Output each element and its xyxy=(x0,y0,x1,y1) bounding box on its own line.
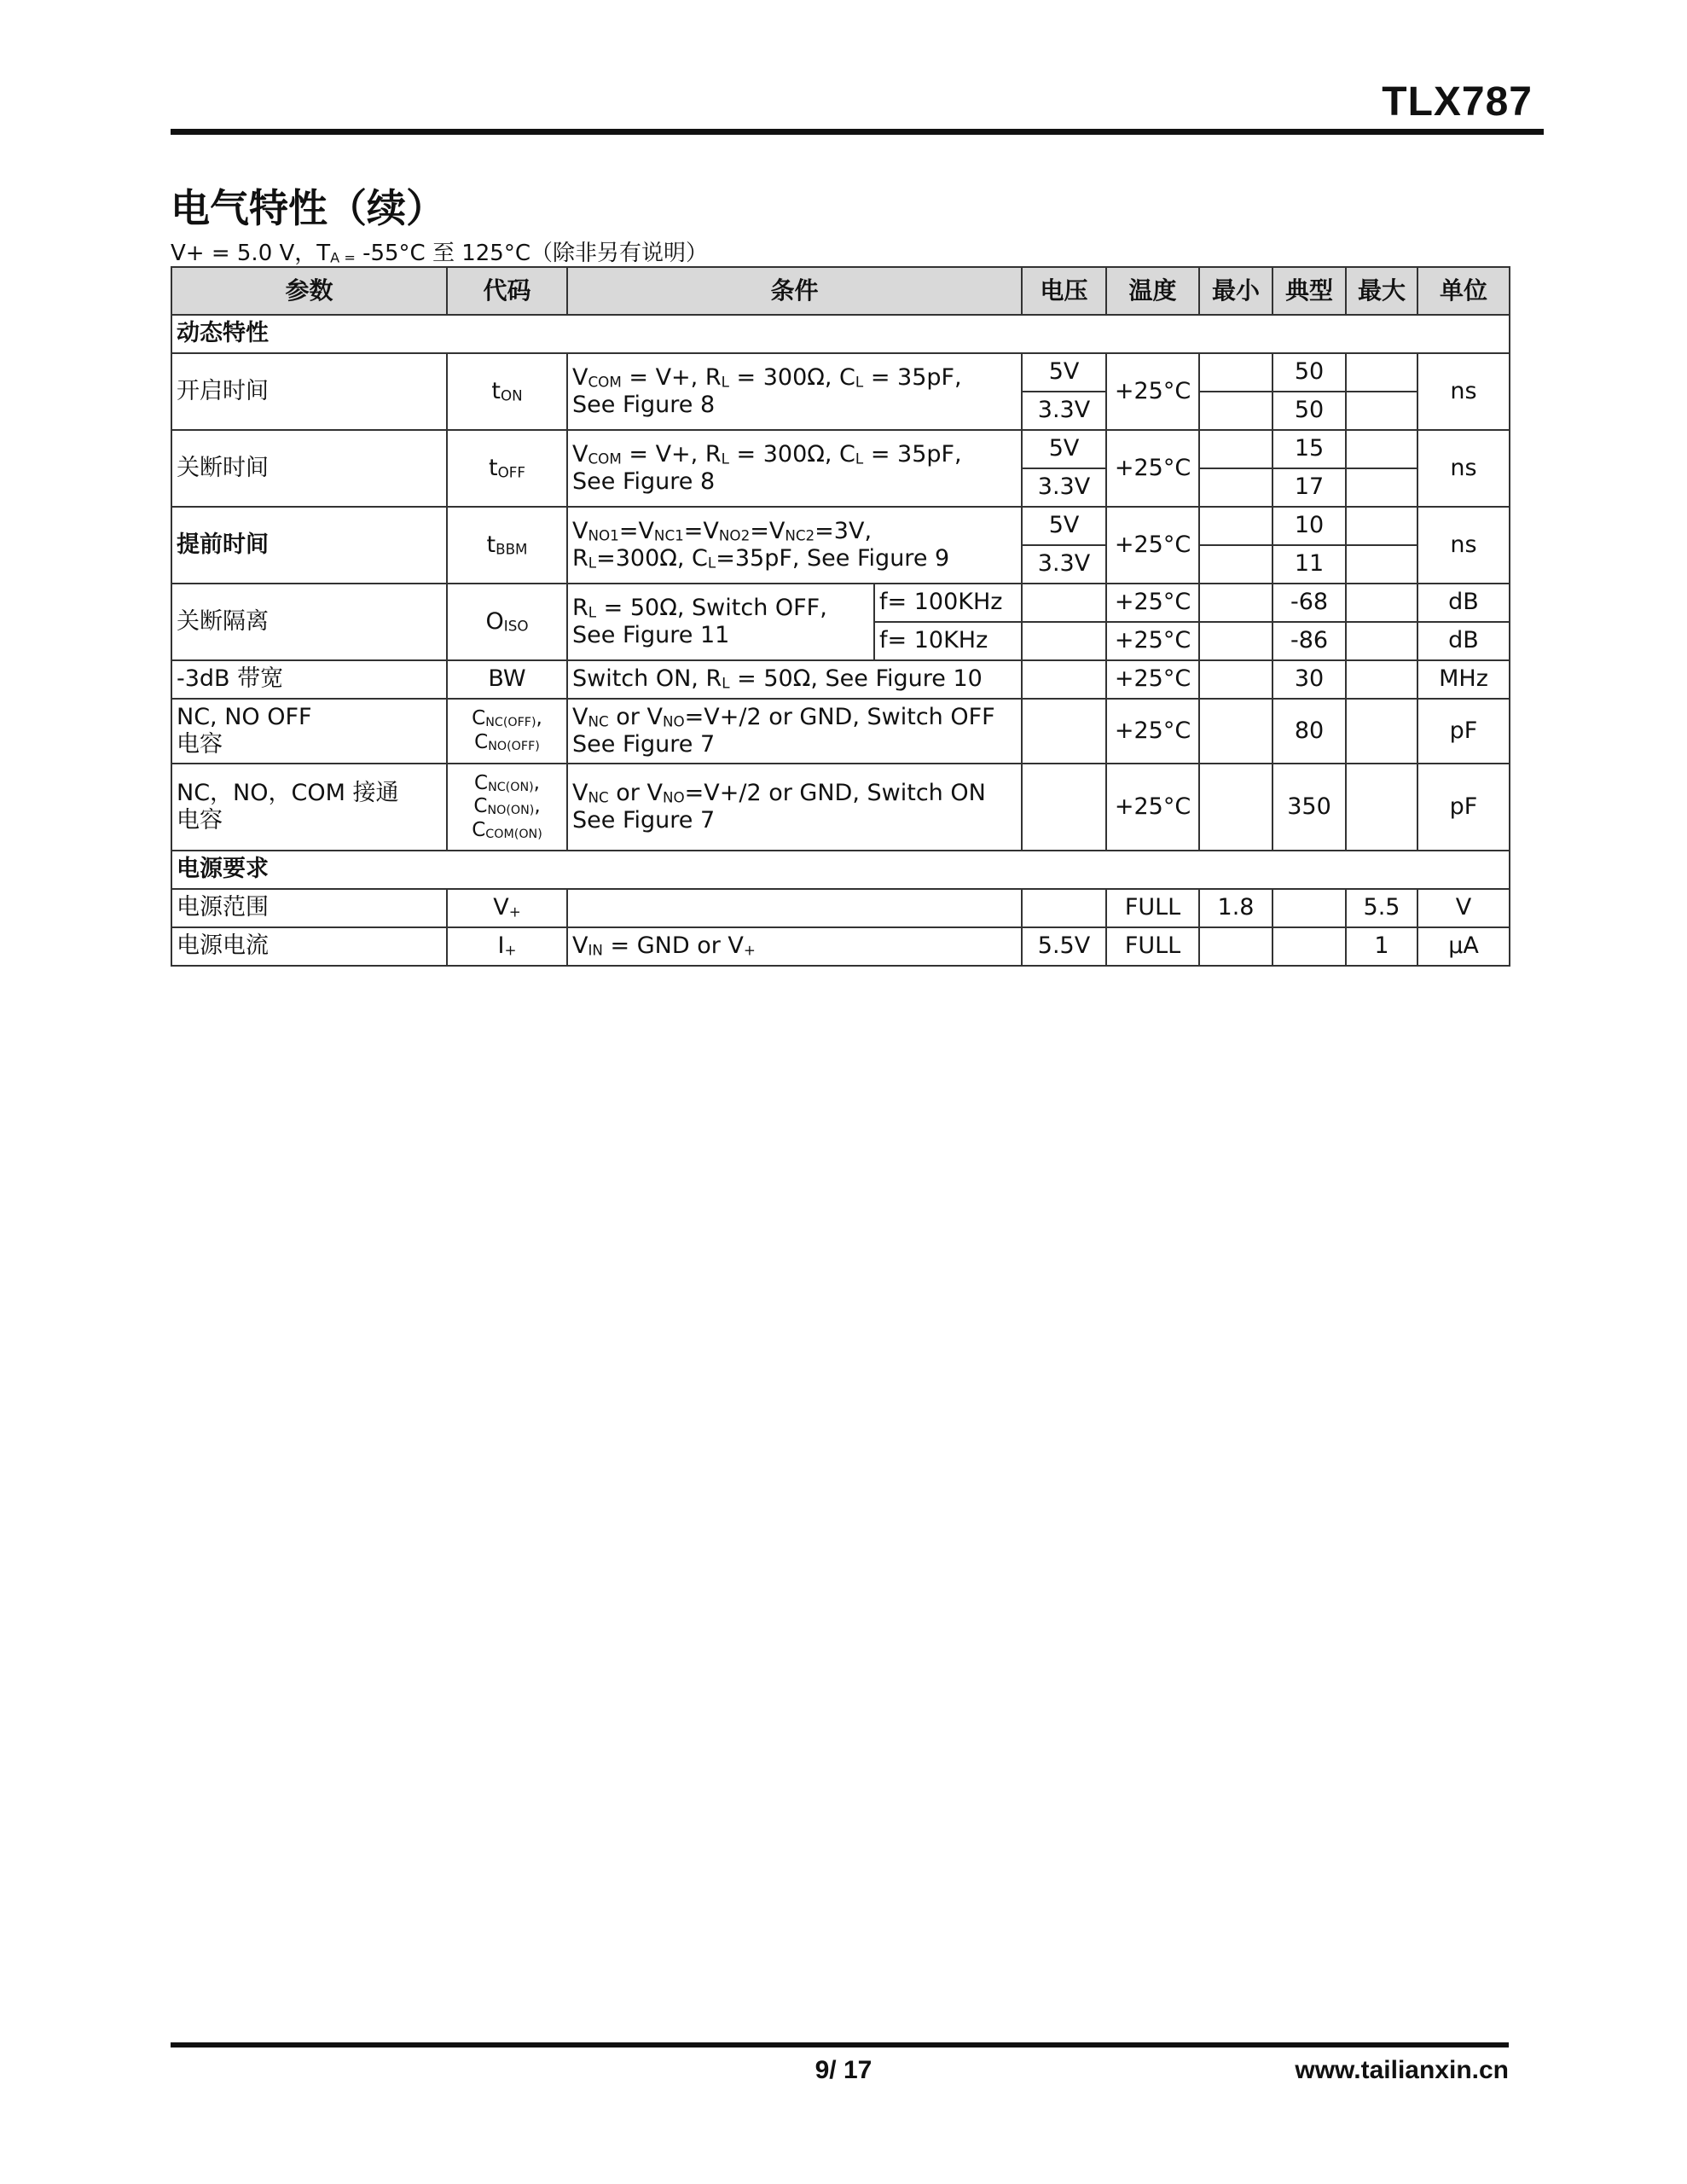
condition-line: $V_{COM} = V+$, $R_L = 300\Omega$, $C_L = 35pF$, xyxy=(572,363,962,391)
max xyxy=(1346,507,1417,545)
max xyxy=(1346,392,1417,430)
voltage xyxy=(1022,622,1106,660)
cond-prefix: V+ = 5.0 V，T xyxy=(171,241,331,266)
symbol-tbbm xyxy=(447,507,567,584)
condition-icurrent: $V_{IN}$ = GND or $V_+$ xyxy=(567,927,1022,966)
param-line: 电容 xyxy=(177,731,223,758)
max xyxy=(1346,430,1417,468)
typ: 11 xyxy=(1272,545,1346,584)
voltage: 5V xyxy=(1022,430,1106,468)
symbol-sub: OFF xyxy=(497,463,526,481)
condition-toff xyxy=(567,430,1022,507)
table-row xyxy=(171,699,1510,764)
document-title: TLX787 xyxy=(1382,79,1533,125)
typ: 50 xyxy=(1272,392,1346,430)
symbol-base: O xyxy=(485,607,504,635)
min xyxy=(1199,507,1272,545)
voltage: 5.5V xyxy=(1022,927,1106,966)
table-row xyxy=(171,430,1510,468)
min xyxy=(1199,622,1272,660)
temperature: FULL xyxy=(1106,927,1199,966)
unit: ns xyxy=(1417,353,1510,430)
condition-line: See Figure 7 xyxy=(572,731,716,758)
col-header-min: 最小 xyxy=(1199,267,1272,315)
typ: 350 xyxy=(1272,764,1346,851)
section-power: 电源要求 xyxy=(171,851,1510,889)
unit: ns xyxy=(1417,507,1510,584)
header-rule xyxy=(171,129,1544,135)
symbol-line: $C_{NC(OFF)}$, xyxy=(472,707,542,730)
typ: 10 xyxy=(1272,507,1346,545)
condition-line: See Figure 7 xyxy=(572,807,716,834)
section-dynamic: 动态特性 xyxy=(171,315,1510,353)
temperature: +25°C xyxy=(1106,622,1199,660)
col-header-max: 最大 xyxy=(1346,267,1417,315)
max xyxy=(1346,468,1417,507)
typ: 15 xyxy=(1272,430,1346,468)
condition-line: $R_L=300\Omega$, $C_L=35pF$, See Figure 9 xyxy=(572,545,950,572)
condition-line: $V_{COM} = V+$, $R_L = 300\Omega$, $C_L = 35pF$, xyxy=(572,440,962,468)
condition-con xyxy=(567,764,1022,851)
param-con xyxy=(171,764,447,851)
condition-line: $V_{NC}$ or $V_{NO}=V+/2$ or GND, Switch ON xyxy=(572,779,986,806)
symbol-line: $C_{NO(OFF)}$ xyxy=(474,731,540,754)
symbol-line: $C_{NC(ON)}$, xyxy=(474,771,540,794)
table-row xyxy=(171,889,1510,927)
max xyxy=(1346,545,1417,584)
table-row xyxy=(171,764,1510,851)
unit: dB xyxy=(1417,622,1510,660)
section-row xyxy=(171,315,1510,353)
typ: 17 xyxy=(1272,468,1346,507)
section-row xyxy=(171,851,1510,889)
col-header-symbol: 代码 xyxy=(447,267,567,315)
col-header-typ: 典型 xyxy=(1272,267,1346,315)
condition-line: $V_{NO1}=V_{NC1}=V_{NO2}=V_{NC2}=3V$, xyxy=(572,517,872,544)
temperature: +25°C xyxy=(1106,430,1199,507)
min xyxy=(1199,353,1272,392)
unit: V xyxy=(1417,889,1510,927)
min xyxy=(1199,660,1272,699)
temperature: FULL xyxy=(1106,889,1199,927)
typ xyxy=(1272,889,1346,927)
symbol-base: t xyxy=(486,531,496,558)
param-oiso: 关断隔离 xyxy=(171,584,447,660)
min xyxy=(1199,430,1272,468)
param-line: 电容 xyxy=(177,807,223,834)
condition-line: $V_{NC}$ or $V_{NO}=V+/2$ or GND, Switch OFF xyxy=(572,703,995,730)
table-row xyxy=(171,660,1510,699)
temperature: +25°C xyxy=(1106,584,1199,622)
section-title: 电气特性（续） xyxy=(171,185,445,231)
symbol-sub: BBM xyxy=(496,540,528,558)
condition-ton xyxy=(567,353,1022,430)
frequency: f= 10KHz xyxy=(874,622,1022,660)
symbol-vrange: $V_+$ xyxy=(447,889,567,927)
min xyxy=(1199,927,1272,966)
voltage: 3.3V xyxy=(1022,468,1106,507)
unit: ns xyxy=(1417,430,1510,507)
unit: MHz xyxy=(1417,660,1510,699)
min xyxy=(1199,392,1272,430)
temperature: +25°C xyxy=(1106,699,1199,764)
voltage: 3.3V xyxy=(1022,392,1106,430)
condition-line: $R_L = 50\Omega$, Switch OFF, xyxy=(572,594,827,621)
typ: 30 xyxy=(1272,660,1346,699)
max xyxy=(1346,584,1417,622)
voltage xyxy=(1022,699,1106,764)
table-row xyxy=(171,584,1510,622)
symbol-line: $C_{COM(ON)}$ xyxy=(472,818,542,841)
param-coff xyxy=(171,699,447,764)
param-vrange: 电源范围 xyxy=(171,889,447,927)
max xyxy=(1346,353,1417,392)
voltage xyxy=(1022,889,1106,927)
col-header-unit: 单位 xyxy=(1417,267,1510,315)
param-toff: 关断时间 xyxy=(171,430,447,507)
max xyxy=(1346,660,1417,699)
condition-line: See Figure 8 xyxy=(572,392,716,418)
table-row xyxy=(171,353,1510,392)
temperature: +25°C xyxy=(1106,764,1199,851)
symbol-oiso xyxy=(447,584,567,660)
param-bw: -3dB 带宽 xyxy=(171,660,447,699)
param-icurrent: 电源电流 xyxy=(171,927,447,966)
min xyxy=(1199,468,1272,507)
max xyxy=(1346,622,1417,660)
temperature: +25°C xyxy=(1106,507,1199,584)
website-url: www.tailianxin.cn xyxy=(1295,2056,1509,2084)
min xyxy=(1199,764,1272,851)
table-row xyxy=(171,927,1510,966)
param-tbbm: 提前时间 xyxy=(171,507,447,584)
symbol-icurrent: $I_+$ xyxy=(447,927,567,966)
max: 1 xyxy=(1346,927,1417,966)
typ: 50 xyxy=(1272,353,1346,392)
symbol-coff xyxy=(447,699,567,764)
typ: -86 xyxy=(1272,622,1346,660)
unit: dB xyxy=(1417,584,1510,622)
param-line: NC，NO，COM 接通 xyxy=(177,779,399,806)
min xyxy=(1199,545,1272,584)
col-header-temp: 温度 xyxy=(1106,267,1199,315)
voltage: 5V xyxy=(1022,507,1106,545)
footer-rule xyxy=(171,2042,1509,2048)
max xyxy=(1346,764,1417,851)
min xyxy=(1199,699,1272,764)
param-ton: 开启时间 xyxy=(171,353,447,430)
symbol-toff xyxy=(447,430,567,507)
voltage xyxy=(1022,660,1106,699)
condition-tbbm xyxy=(567,507,1022,584)
unit: pF xyxy=(1417,764,1510,851)
max: 5.5 xyxy=(1346,889,1417,927)
typ: 80 xyxy=(1272,699,1346,764)
symbol-base: t xyxy=(491,377,501,404)
page-number: 9/ 17 xyxy=(815,2056,872,2084)
condition-coff xyxy=(567,699,1022,764)
condition-bw: Switch ON, $R_L = 50\Omega$, See Figure 10 xyxy=(567,660,1022,699)
table-header-row xyxy=(171,267,1510,315)
voltage xyxy=(1022,584,1106,622)
col-header-voltage: 电压 xyxy=(1022,267,1106,315)
temperature: +25°C xyxy=(1106,353,1199,430)
voltage: 5V xyxy=(1022,353,1106,392)
min xyxy=(1199,584,1272,622)
unit: pF xyxy=(1417,699,1510,764)
typ: -68 xyxy=(1272,584,1346,622)
symbol-bw: BW xyxy=(447,660,567,699)
min: 1.8 xyxy=(1199,889,1272,927)
condition-vrange xyxy=(567,889,1022,927)
condition-oiso xyxy=(567,584,874,660)
table-row xyxy=(171,507,1510,545)
typ xyxy=(1272,927,1346,966)
symbol-line: $C_{NO(ON)}$, xyxy=(473,795,541,818)
cond-sub: A = xyxy=(330,249,356,266)
electrical-characteristics-table xyxy=(171,266,1510,967)
col-header-condition: 条件 xyxy=(567,267,1022,315)
symbol-sub: ISO xyxy=(503,617,529,635)
symbol-sub: ON xyxy=(500,386,523,404)
col-header-param: 参数 xyxy=(171,267,447,315)
test-conditions xyxy=(171,235,708,267)
temperature: +25°C xyxy=(1106,660,1199,699)
frequency: f= 100KHz xyxy=(874,584,1022,622)
cond-suffix: -55°C 至 125°C（除非另有说明） xyxy=(355,241,709,266)
condition-line: See Figure 11 xyxy=(572,622,730,648)
symbol-con xyxy=(447,764,567,851)
voltage: 3.3V xyxy=(1022,545,1106,584)
voltage xyxy=(1022,764,1106,851)
symbol-base: t xyxy=(488,454,498,481)
symbol-ton xyxy=(447,353,567,430)
param-line: NC, NO OFF xyxy=(177,703,312,730)
unit: μA xyxy=(1417,927,1510,966)
condition-line: See Figure 8 xyxy=(572,468,716,495)
max xyxy=(1346,699,1417,764)
